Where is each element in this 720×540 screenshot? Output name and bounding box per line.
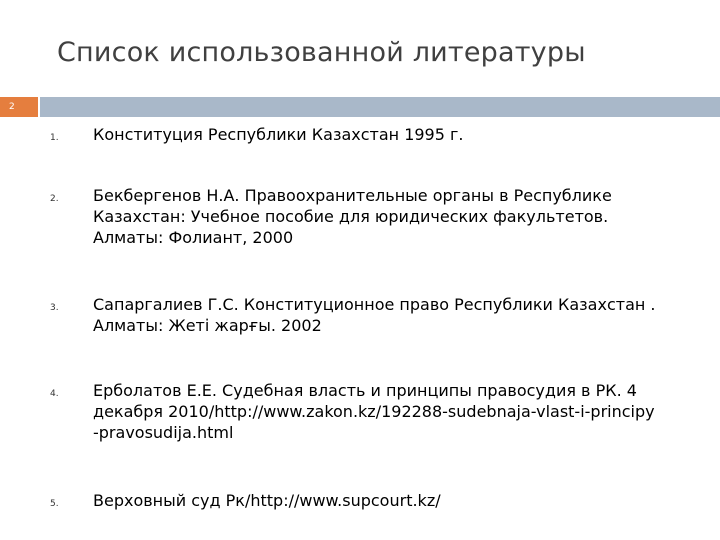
- reference-text: [93, 124, 693, 145]
- reference-text: [93, 294, 693, 336]
- reference-number: 3.: [50, 303, 59, 313]
- reference-line: Ерболатов Е.Е. Судебная власть и принципы правосудия в РК. 4: [93, 381, 637, 400]
- reference-number: 1.: [50, 133, 59, 143]
- reference-line: Алматы: Фолиант, 2000: [93, 228, 294, 247]
- reference-text: [93, 185, 693, 248]
- slide-title: Список использованной литературы: [57, 37, 586, 68]
- reference-line: Казахстан: Учебное пособие для юридических факультетов.: [93, 207, 609, 226]
- reference-line: Конституция Республики Казахстан 1995 г.: [93, 125, 464, 144]
- reference-text: [93, 380, 693, 443]
- reference-line: Алматы: Жеті жарғы. 2002: [93, 316, 322, 335]
- reference-line: Верховный суд Рк/http://www.supcourt.kz/: [93, 491, 441, 510]
- reference-line: декабря 2010/http://www.zakon.kz/192288-sudebnaja-vlast-i-principy: [93, 402, 655, 421]
- reference-line: -pravosudija.html: [93, 423, 234, 442]
- reference-number: 2.: [50, 194, 59, 204]
- slide-number-badge: 2: [0, 97, 38, 117]
- reference-line: Бекбергенов Н.А. Правоохранительные органы в Республике: [93, 186, 612, 205]
- reference-number: 5.: [50, 499, 59, 509]
- reference-line: Сапаргалиев Г.С. Конституционное право Республики Казахстан .: [93, 295, 656, 314]
- reference-text: [93, 490, 693, 511]
- reference-number: 4.: [50, 389, 59, 399]
